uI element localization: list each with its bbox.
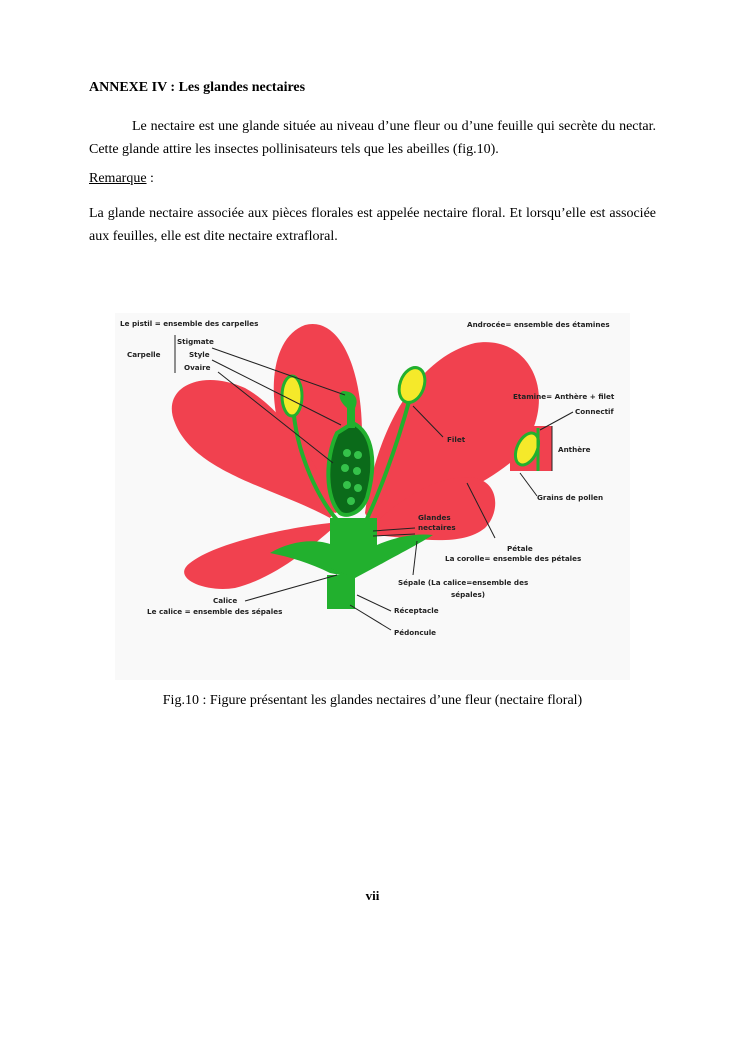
label-pistil: Le pistil = ensemble des carpelles bbox=[120, 319, 259, 328]
figure-caption: Fig.10 : Figure présentant les glandes nectaires d’une fleur (nectaire floral) bbox=[162, 693, 583, 708]
label-petale: Pétale bbox=[507, 544, 533, 553]
label-receptacle: Réceptacle bbox=[394, 606, 439, 615]
label-ovaire: Ovaire bbox=[184, 363, 211, 372]
label-pedoncule: Pédoncule bbox=[394, 628, 437, 637]
label-grains: Grains de pollen bbox=[537, 493, 604, 502]
label-androcee: Androcée= ensemble des étamines bbox=[467, 320, 610, 329]
section-heading: ANNEXE IV : Les glandes nectaires bbox=[89, 80, 306, 95]
label-sepale-1: Sépale (La calice=ensemble des bbox=[398, 578, 529, 587]
remark-colon: : bbox=[146, 171, 154, 186]
label-calice: Calice bbox=[213, 596, 238, 605]
label-glandes-2: nectaires bbox=[418, 523, 456, 532]
label-etamine: Etamine= Anthère + filet bbox=[513, 392, 615, 401]
remark-line bbox=[89, 171, 154, 187]
intro-paragraph: Le nectaire est une glande située au niveau d’une fleur ou d’une feuille qui secrète du nectar. Cette glande attire les insectes pollinisateurs tels que les abeilles (fig.10). bbox=[89, 119, 656, 157]
label-sepale-2: sépales) bbox=[451, 590, 486, 599]
label-anthere: Anthère bbox=[558, 445, 591, 454]
label-corolle: La corolle= ensemble des pétales bbox=[445, 554, 582, 563]
label-connectif: Connectif bbox=[575, 407, 614, 416]
page-number: vii bbox=[365, 888, 380, 903]
peduncle-shape bbox=[327, 575, 355, 609]
remark-label: Remarque bbox=[89, 171, 147, 186]
label-calice-def: Le calice = ensemble des sépales bbox=[147, 607, 283, 616]
label-style: Style bbox=[189, 350, 210, 359]
label-stigmate: Stigmate bbox=[177, 337, 214, 346]
label-carpelle: Carpelle bbox=[127, 350, 161, 359]
remark-paragraph: La glande nectaire associée aux pièces florales est appelée nectaire floral. Et lorsqu’elle est associée aux feuilles, elle est dite nectaire extrafloral. bbox=[89, 206, 656, 244]
flower-diagram bbox=[115, 313, 630, 680]
anther-left bbox=[282, 376, 302, 416]
label-filet: Filet bbox=[447, 435, 466, 444]
label-glandes-1: Glandes bbox=[418, 513, 451, 522]
